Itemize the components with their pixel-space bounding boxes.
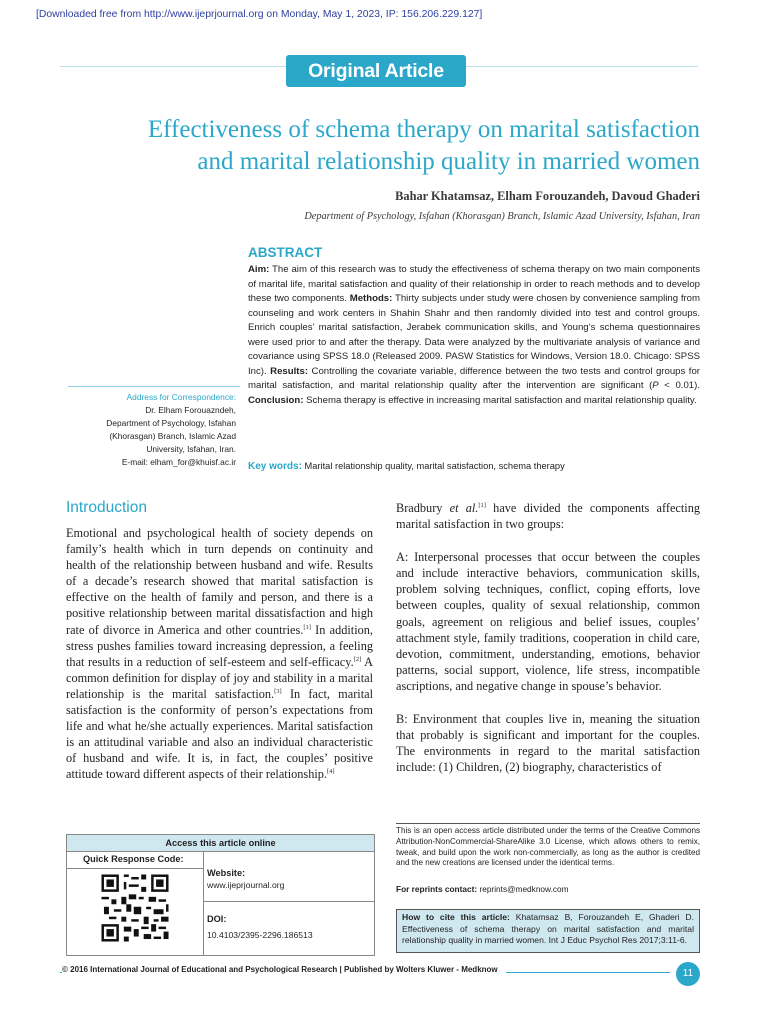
keywords-label: Key words: xyxy=(248,461,302,472)
title-line-2: and marital relationship quality in married women xyxy=(197,148,700,175)
how-to-cite-box xyxy=(396,909,700,953)
affiliation: Department of Psychology, Isfahan (Khorasgan) Branch, Islamic Azad University, Isfahan, Iran xyxy=(304,211,700,222)
box-divider xyxy=(203,852,204,955)
correspondence-line: Dr. Elham Forouazndeh, xyxy=(145,404,236,415)
qr-code-label: Quick Response Code: xyxy=(83,854,184,864)
license-notice: This is an open access article distributed under the terms of the Creative Commons Attribution-NonCommercial-ShareAlike 3.0 License, which allows others to remix, tweak, and build upon the work non-commercially, as long as the author is credited and the new creations are licensed under the identical terms. xyxy=(396,826,700,868)
correspondence-email[interactable]: E-mail: elham_for@khuisf.ac.ir xyxy=(121,456,236,467)
correspondence-heading: Address for Correspondence: xyxy=(126,392,236,402)
paragraph-text: Bradbury xyxy=(396,501,450,515)
intro-text: Emotional and psychological health of society depends on family’s health which in turn depends on continuity and health of the relationship between husband and wife. Results of a decade’s research showed that marital satisfaction is effective on the health of family and person, and there is a positive relationship between marital dissatisfaction and high rate of divorce in America and other countries. xyxy=(66,526,373,637)
citation-ref[interactable]: [2] xyxy=(353,655,362,663)
citation-ref[interactable]: [1] xyxy=(303,623,311,631)
paragraph: A: Interpersonal processes that occur between the couples and include interactive behaviors, communication skills, problem solving techniques, conflict, coping efforts, love between couples, quality of sexual relationship, common goals, agreement on religious and belief issues, couples’ attachment style, family traditions, cooperation in child care, devotion, commitment, understanding, emotions, behavior patterns, social support, violence, life stress, incompatible ascriptions, and negative change in spouse’s behavior. xyxy=(396,550,700,693)
paragraph xyxy=(396,500,700,532)
authors: Bahar Khatamsaz, Elham Forouzandeh, Davoud Ghaderi xyxy=(395,189,700,203)
website-label: Website: xyxy=(207,868,246,878)
methods-text: Thirty subjects under study were chosen by convenience sampling from counseling and work centers in Shahin Shahr and then randomly divided into test and control groups. Enrich couples’ marital satisfaction, Jerabek communication skills, and Young’s schema questionnaires were used prior to and after the therapy. Data were analyzed by the multivariate analysis of variance and covariance using SPSS 18.0 (Released 2009. PASW Statistics for Windows, Version 18.0. Chicago: SPSS Inc). xyxy=(248,293,701,377)
abstract-body xyxy=(248,263,700,408)
introduction-text xyxy=(66,525,373,783)
citation-ref[interactable]: [3] xyxy=(274,687,282,695)
correspondence-line: (Khorasgan) Branch, Islamic Azad xyxy=(109,430,236,441)
article-title xyxy=(40,114,700,178)
conclusion-text: Schema therapy is effective in increasing marital satisfaction and marital relationship quality. xyxy=(303,394,697,406)
citation-ref[interactable]: [4] xyxy=(327,768,335,776)
results-text-end: < 0.01). xyxy=(658,380,701,392)
correspondence-line: University, Isfahan, Iran. xyxy=(146,443,236,454)
doi-link[interactable]: 10.4103/2395-2296.186513 xyxy=(207,930,313,940)
results-label: Results: xyxy=(270,365,309,377)
website-link[interactable]: www.ijeprjournal.org xyxy=(207,880,285,890)
aim-label: Aim: xyxy=(248,264,270,275)
box-divider xyxy=(67,868,203,869)
right-column-text xyxy=(396,500,700,775)
access-box-heading: Access this article online xyxy=(67,835,374,852)
intro-text: In addition, stress pushes families toward increasing depression, a feeling that results in a reduction of self-esteem and self-efficacy. xyxy=(66,622,373,669)
introduction-heading: Introduction xyxy=(66,499,147,516)
box-divider xyxy=(204,901,374,902)
aim-text: The aim of this research was to study the effectiveness of schema therapy on two main components of marital life, marital satisfaction and quality of their relationship in order to reach methods and to develop these two components. xyxy=(248,264,700,305)
reprints-contact xyxy=(396,884,700,894)
et-al: et al. xyxy=(449,501,479,515)
intro-text: In fact, marital satisfaction is the conformity of person’s expectations from life and what he/she actually experiences. Marital satisfaction is an attitudinal variable and also an individual characteristic of husband and wife. It is, in fact, the couples’ positive attitude toward different aspects of their relationship. xyxy=(66,686,373,782)
access-online-box xyxy=(66,834,375,956)
license-rule xyxy=(396,823,700,824)
methods-label: Methods: xyxy=(349,293,393,305)
correspondence-line: Department of Psychology, Isfahan xyxy=(106,417,236,428)
reprints-email[interactable]: reprints@medknow.com xyxy=(477,884,569,894)
title-line-1: Effectiveness of schema therapy on marital satisfaction xyxy=(147,116,700,143)
doi-label: DOI: xyxy=(207,914,227,924)
results-text: Controlling the covariate variable, difference between the two tests and control groups for marital satisfaction, and marital relationship quality after the intervention are significant ( xyxy=(248,365,700,392)
citation-ref[interactable]: [1] xyxy=(478,501,486,509)
intro-text: A common definition for display of joy and stability in a marital relationship is the marital satisfaction. xyxy=(66,654,374,701)
keywords xyxy=(248,461,700,472)
conclusion-label: Conclusion: xyxy=(248,394,304,406)
correspondence-block xyxy=(68,391,236,468)
footer-text: © 2016 International Journal of Educational and Psychological Research | Published by Wolters Kluwer - Medknow xyxy=(62,965,506,974)
correspondence-rule xyxy=(68,386,240,387)
paragraph: B: Environment that couples live in, meaning the situation that probably is significant and important for the couples. The environments in regard to the marital satisfaction include: (1) Children, (2) biography, characteristics of xyxy=(396,712,700,775)
abstract-heading: ABSTRACT xyxy=(248,245,323,260)
reprints-label: For reprints contact: xyxy=(396,884,478,894)
download-notice[interactable]: [Downloaded free from http://www.ijeprjournal.org on Monday, May 1, 2023, IP: 156.206.229.127] xyxy=(36,9,483,20)
cite-text: Khatamsaz B, Forouzandeh E, Ghaderi D. Effectiveness of schema therapy on marital satisfaction and marital relationship quality in married women. Int J Educ Psychol Res 2017;3:11-6. xyxy=(402,912,694,946)
article-type-badge: Original Article xyxy=(286,55,466,87)
cite-label: How to cite this article: xyxy=(402,912,510,922)
page-number: 11 xyxy=(676,962,700,986)
p-value-symbol: P xyxy=(652,380,659,392)
qr-code-icon[interactable] xyxy=(99,872,171,944)
keywords-text: Marital relationship quality, marital satisfaction, schema therapy xyxy=(301,461,565,471)
paragraph-text: have divided the components affecting marital satisfaction in two groups: xyxy=(396,501,700,532)
